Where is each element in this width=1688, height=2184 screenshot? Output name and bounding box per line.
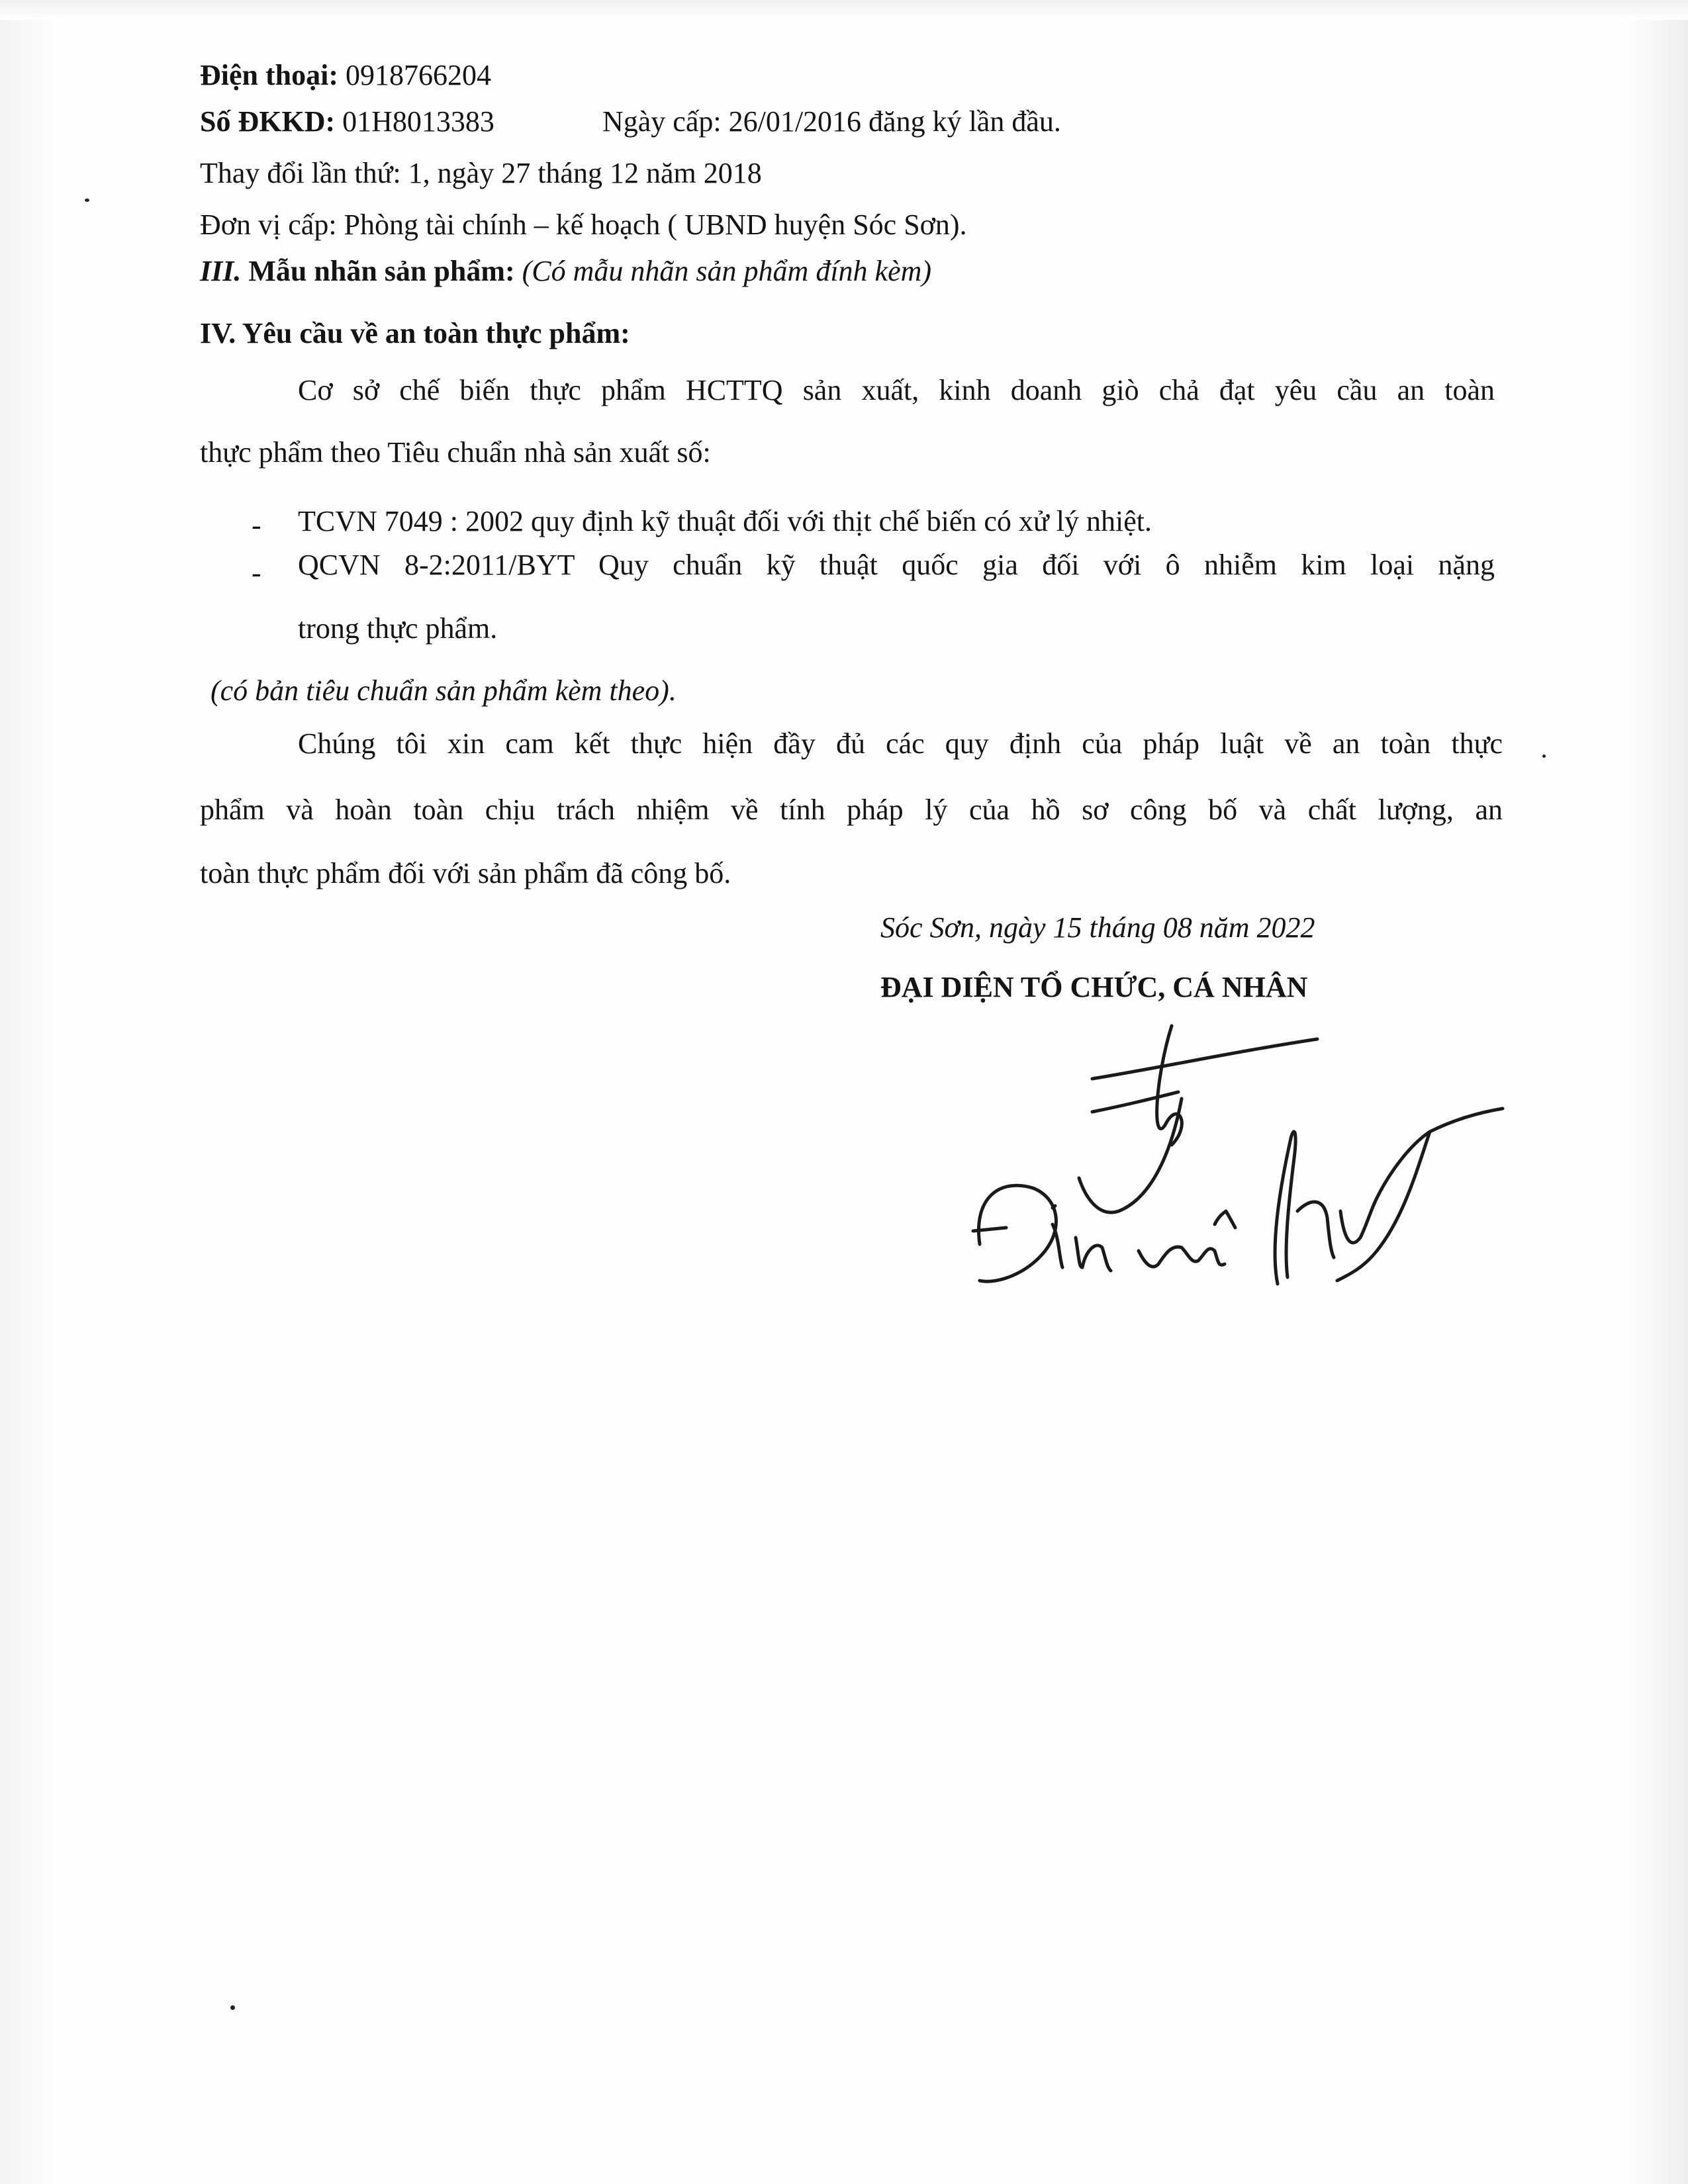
- dkkd-value: 01H8013383: [342, 105, 494, 138]
- dkkd-label: Số ĐKKD:: [200, 105, 336, 138]
- place-date: Sóc Sơn, ngày 15 tháng 08 năm 2022: [880, 911, 1315, 944]
- issue-date: Ngày cấp: 26/01/2016 đăng ký lần đầu.: [602, 105, 1061, 138]
- scan-edge-left: [0, 0, 64, 2184]
- section-3-number: III.: [200, 255, 242, 287]
- phone-label: Điện thoại:: [200, 59, 338, 91]
- section-4-para1-line1: Cơ sở chế biến thực phẩm HCTTQ sản xuất, kinh doanh giò chả đạt yêu cầu an toàn: [298, 374, 1495, 406]
- scan-edge-top: [0, 0, 1688, 20]
- dkkd-line: [200, 103, 494, 140]
- issuer-line: Đơn vị cấp: Phòng tài chính – kế hoạch ( UBND huyện Sóc Sơn).: [200, 208, 967, 241]
- bullet-dash: -: [252, 509, 261, 541]
- scan-speck: [230, 2005, 235, 2010]
- phone-value: 0918766204: [346, 59, 491, 91]
- bullet-dash: -: [252, 557, 261, 589]
- section-4-heading: IV. Yêu cầu về an toàn thực phẩm:: [200, 317, 630, 349]
- section-3-line: [200, 253, 931, 290]
- commitment-line2: phẩm và hoàn toàn chịu trách nhiệm về tính pháp lý của hồ sơ công bố và chất lượng, an: [200, 794, 1503, 826]
- commitment-line1: Chúng tôi xin cam kết thực hiện đầy đủ các quy định của pháp luật về an toàn thực: [298, 727, 1503, 760]
- standard-note: (có bản tiêu chuẩn sản phẩm kèm theo).: [211, 674, 677, 707]
- section-3-title: Mẫu nhãn sản phẩm:: [248, 255, 515, 287]
- bullet-2-line2: trong thực phẩm.: [298, 612, 498, 645]
- bullet-2-line1: QCVN 8-2:2011/BYT Quy chuẩn kỹ thuật quốc gia đối với ô nhiễm kim loại nặng: [298, 549, 1495, 581]
- handwritten-signature: [953, 999, 1509, 1304]
- scan-edge-right: [1622, 0, 1688, 2184]
- commitment-line3: toàn thực phẩm đối với sản phẩm đã công bố.: [200, 857, 731, 889]
- bullet-1-text: TCVN 7049 : 2002 quy định kỹ thuật đối với thịt chế biến có xử lý nhiệt.: [298, 505, 1152, 537]
- section-3-note: (Có mẫu nhãn sản phẩm đính kèm): [522, 255, 932, 287]
- change-line: Thay đổi lần thứ: 1, ngày 27 tháng 12 năm 2018: [200, 157, 762, 189]
- scan-speck: [85, 199, 89, 202]
- representative-title: ĐẠI DIỆN TỔ CHỨC, CÁ NHÂN: [880, 971, 1308, 1003]
- scan-speck: [1542, 754, 1546, 758]
- section-4-para1-line2: thực phẩm theo Tiêu chuẩn nhà sản xuất số:: [200, 436, 711, 469]
- phone-line: [200, 57, 491, 94]
